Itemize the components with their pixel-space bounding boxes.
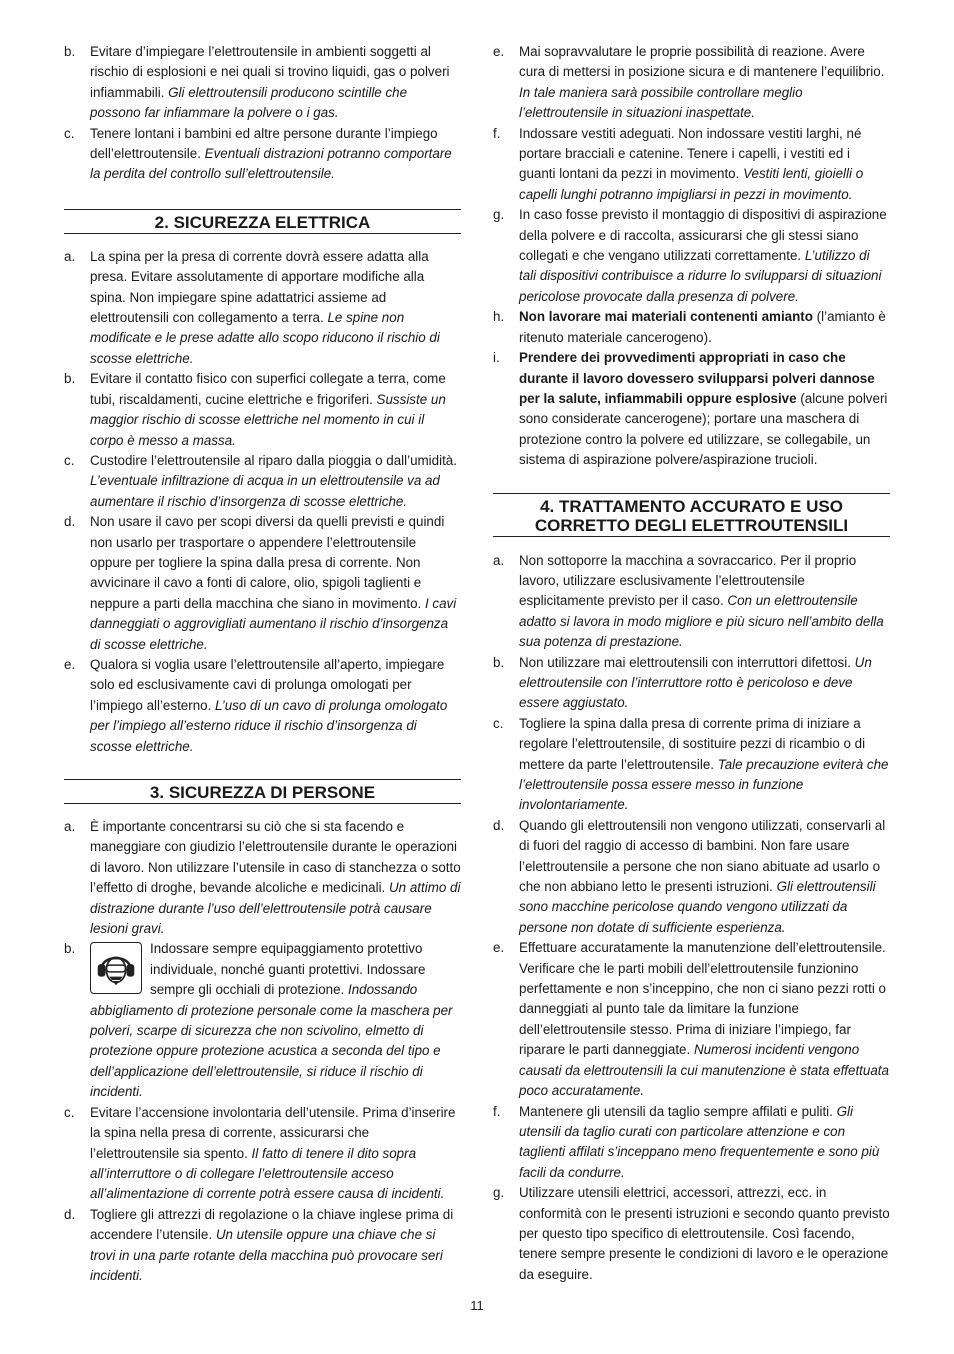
- item-label: d.: [64, 1206, 76, 1222]
- item-italic-text: Il fatto di tenere il dito sopra all’interruttore o di collegare l’elettroutensile acceso all’alimentazione di corrente potrà essere causa di incidenti.: [90, 1145, 445, 1202]
- list-item: [64, 817, 461, 939]
- item-text: È importante concentrarsi su ciò che si sta facendo e maneggiare con giudizio l’elettroutensile durante le operazioni di lavoro. Non utilizzare l’utensile in caso di stanchezza o sotto l’effetto di droghe, bevande alcoliche e medicinali.: [90, 819, 461, 896]
- item-bold-text: Non lavorare mai materiali contenenti amianto: [519, 309, 813, 325]
- item-text: Tenere lontani i bambini ed altre persone durante l’impiego dell’elettroutensile.: [90, 125, 438, 162]
- list-item: [493, 551, 890, 653]
- item-italic-text: In tale maniera sarà possibile controllare meglio l’elettroutensile in situazioni inaspettate.: [519, 84, 803, 121]
- list-item: [493, 307, 890, 348]
- item-text: Custodire l’elettroutensile al riparo dalla pioggia o dall’umidità.: [90, 452, 457, 468]
- item-italic-text: Eventuali distrazioni potranno comportare la perdita del controllo sull’elettroutensile.: [90, 146, 452, 182]
- item-label: e.: [493, 940, 505, 956]
- item-text: Effettuare accuratamente la manutenzione dell’elettroutensile. Verificare che le parti mobili dell’elettroutensile funzionino perfettamente e non s’inceppino, che non ci siano pezzi rotti o danneggiati al punto tale da limitare la funzione dell’elettroutensile stesso. Prima di iniziare l’impiego, far riparare le parti danneggiate.: [519, 940, 886, 1058]
- item-italic-text: Un attimo di distrazione durante l’uso dell’elettroutensile potrà causare lesioni gravi.: [90, 880, 461, 937]
- item-italic-text: L’eventuale infiltrazione di acqua in un elettroutensile va ad aumentare il rischio d’insorgenza di scosse elettriche.: [90, 473, 440, 509]
- personal-safety-list: [64, 817, 461, 1286]
- item-text: Non utilizzare mai elettroutensili con interruttori difettosi.: [519, 654, 855, 670]
- list-item: [493, 653, 890, 714]
- item-text: Indossare sempre equipaggiamento protettivo individuale, nonché guanti protettivi. Indossare sempre gli occhiali di protezione.: [150, 941, 426, 998]
- list-item: [64, 939, 461, 1102]
- list-item: [493, 714, 890, 816]
- electrical-safety-list: [64, 247, 461, 757]
- list-item: [64, 655, 461, 757]
- item-label: i.: [493, 350, 500, 366]
- list-item: [64, 1103, 461, 1205]
- item-italic-text: Gli elettroutensili producono scintille che possono far infiammare la polvere o i gas.: [90, 84, 408, 121]
- item-label: g.: [493, 1185, 505, 1201]
- item-label: h.: [493, 309, 505, 325]
- item-label: g.: [493, 207, 505, 223]
- item-label: e.: [493, 44, 505, 59]
- list-item: [64, 1205, 461, 1287]
- item-label: b.: [64, 371, 76, 387]
- item-italic-text: Le spine non modificate e le prese adatte allo scopo riducono il rischio di scosse elettriche.: [90, 310, 440, 366]
- item-text: Qualora si voglia usare l’elettroutensile all’aperto, impiegare solo ed esclusivamente cavi di prolunga omologati per l’impiego all’esterno.: [90, 656, 445, 713]
- list-item: [64, 369, 461, 451]
- item-label: d.: [493, 817, 505, 833]
- item-label: c.: [64, 452, 75, 468]
- list-item: [64, 124, 461, 185]
- item-label: b.: [64, 44, 76, 59]
- item-italic-text: Tale precauzione eviterà che l’elettroutensile possa essere messo in funzione involontariamente.: [519, 756, 889, 813]
- item-label: b.: [64, 941, 76, 957]
- item-text: Togliere gli attrezzi di regolazione o la chiave inglese prima di accendere l’utensile.: [90, 1206, 454, 1243]
- left-intro-list: [64, 42, 461, 185]
- item-text: Indossare vestiti adeguati. Non indossare vestiti larghi, né portare bracciali e catenine. Tenere i capelli, i vestiti ed i guanti lontani da pezzi in movimento.: [519, 125, 862, 182]
- item-italic-text: Un utensile oppure una chiave che si trovi in una parte rotante della macchina può provocare seri incidenti.: [90, 1227, 443, 1283]
- item-label: a.: [64, 819, 76, 834]
- list-item: [64, 512, 461, 655]
- item-text: Evitare d’impiegare l’elettroutensile in ambienti soggetti al rischio di esplosioni e nei quali si trovino liquidi, gas o polveri infiammabili.: [90, 44, 450, 100]
- item-italic-text: Con un elettroutensile adatto si lavora in modo migliore e più sicuro nell’ambito della sua potenza di prestazione.: [519, 593, 884, 650]
- list-item: [64, 451, 461, 512]
- item-text: La spina per la presa di corrente dovrà essere adatta alla presa. Evitare assolutamente di apportare modifiche alla spina. Non impiegare spine adattatrici assieme ad elettroutensili con collegamento a terra.: [90, 248, 429, 326]
- item-label: c.: [493, 715, 504, 731]
- item-italic-text: Numerosi incidenti vengono causati da elettroutensili la cui manutenzione è stata effettuata poco accuratamente.: [519, 1042, 889, 1099]
- item-italic-text: L’utilizzo di tali dispositivi contribuisce a ridurre lo svilupparsi di situazioni pericolose provocate dalla presenza di polvere.: [519, 248, 882, 304]
- list-item: [493, 1183, 890, 1285]
- item-label: d.: [64, 514, 76, 530]
- list-item: [493, 205, 890, 307]
- item-italic-text: I cavi danneggiati o aggrovigliati aumentano il rischio d’insorgenza di scosse elettriche.: [90, 595, 457, 652]
- list-item: [493, 816, 890, 938]
- item-italic-text: Un elettroutensile con l’interruttore rotto è pericoloso e deve essere aggiustato.: [519, 654, 872, 711]
- item-label: e.: [64, 656, 76, 672]
- list-item: [493, 124, 890, 206]
- item-text: Non usare il cavo per scopi diversi da quelli previsti e quindi non usarlo per trasportare o appendere l’elettroutensile oppure per togliere la spina dalla presa di corrente. Non avvicinare il cavo a fonti di calore, olio, spigoli taglienti e neppure a parti della macchina che siano in movimento.: [90, 514, 445, 611]
- item-text: Evitare l’accensione involontaria dell’utensile. Prima d’inserire la spina nella presa di corrente, assicurarsi che l’elettroutensile sia spento.: [90, 1104, 456, 1161]
- page-number: 11: [470, 1298, 484, 1313]
- item-text: (l’amianto è ritenuto materiale cancerogeno).: [519, 309, 886, 345]
- list-item: [493, 42, 890, 124]
- protective-equipment-icon: [90, 942, 142, 994]
- item-text: Non sottoporre la macchina a sovraccarico. Per il proprio lavoro, utilizzare esclusivamente l’elettroutensile esplicitamente previsto per il caso.: [519, 552, 857, 609]
- item-text: Mai sopravvalutare le proprie possibilità di reazione. Avere cura di mettersi in posizione sicura e di mantenere l’equilibrio.: [519, 44, 885, 80]
- section-heading-tool-care: 4. TRATTAMENTO ACCURATO E USO CORRETTO DEGLI ELETTROUTENSILI: [493, 493, 890, 537]
- item-text: Quando gli elettroutensili non vengono utilizzati, conservarli al di fuori del raggio di accesso di bambini. Non fare usare l’elettroutensile a persone che non siano abituate ad usarlo o che non abbiano letto le presenti istruzioni.: [519, 817, 886, 895]
- item-text: Evitare il contatto fisico con superfici collegate a terra, come tubi, riscaldamenti, cucine elettriche e frigoriferi.: [90, 371, 446, 407]
- item-text: Utilizzare utensili elettrici, accessori, attrezzi, ecc. in conformità con le presenti istruzioni e secondo quanto previsto per questo tipo specifico di elettroutensile. Così facendo, tenere sempre presente le condizioni di lavoro e le operazione da eseguire.: [519, 1185, 890, 1282]
- item-bold-text: Prendere dei provvedimenti appropriati in caso che durante il lavoro dovessero svilupparsi polveri dannose per la salute, infiammabili oppure esplosive: [519, 350, 875, 406]
- item-italic-text: L’uso di un cavo di prolunga omologato per l’impiego all’esterno riduce il rischio d’insorgenza di scosse elettriche.: [90, 697, 448, 754]
- right-column: [493, 42, 890, 1285]
- item-italic-text: Vestiti lenti, gioielli o capelli lunghi potranno impigliarsi in pezzi in movimento.: [519, 166, 864, 202]
- item-label: b.: [493, 654, 505, 670]
- left-column: [64, 42, 461, 1286]
- item-label: f.: [493, 125, 501, 141]
- item-italic-text: Gli elettroutensili sono macchine pericolose quando vengono utilizzati da persone non dotate di sufficiente esperienza.: [519, 879, 876, 935]
- item-label: a.: [64, 248, 76, 264]
- section-heading-personal-safety: 3. SICUREZZA DI PERSONE: [64, 779, 461, 804]
- section-heading-electrical-safety: 2. SICUREZZA ELETTRICA: [64, 209, 461, 234]
- list-item: [64, 247, 461, 369]
- item-label: c.: [64, 1104, 75, 1120]
- item-italic-text: Gli utensili da taglio curati con particolare attenzione e con taglienti affilati s’inceppano meno frequentemente e sono più facili da condurre.: [519, 1103, 880, 1180]
- item-text: Mantenere gli utensili da taglio sempre affilati e puliti.: [519, 1103, 837, 1119]
- item-text: Togliere la spina dalla presa di corrente prima di iniziare a regolare l’elettroutensile, di sostituire pezzi di ricambio o di mettere da parte l’elettroutensile.: [519, 715, 866, 772]
- tool-care-list: [493, 551, 890, 1286]
- list-item: [493, 938, 890, 1101]
- item-label: c.: [64, 125, 75, 141]
- item-italic-text: Indossando abbigliamento di protezione personale come la maschera per polveri, scarpe di sicurezza che non scivolino, elmetto di protezione oppure protezione acustica a seconda del tipo e dell’applicazione dell’elettroutensile, si riduce il rischio di incidenti.: [90, 982, 453, 1100]
- item-label: a.: [493, 552, 505, 568]
- item-text: In caso fosse previsto il montaggio di dispositivi di aspirazione della polvere e di raccolta, assicurarsi che gli stessi siano collegati e che vengano utilizzati correttamente.: [519, 207, 887, 264]
- list-item: [64, 42, 461, 124]
- right-intro-list: [493, 42, 890, 471]
- item-text: (alcune polveri sono considerate cancerogene); portare una maschera di protezione contro la polvere ed utilizzare, se collegabile, un sistema di aspirazione polvere/aspirazione trucioli.: [519, 390, 888, 468]
- list-item: [493, 1102, 890, 1184]
- list-item: [493, 348, 890, 470]
- item-label: f.: [493, 1103, 501, 1119]
- item-italic-text: Sussiste un maggior rischio di scosse elettriche nel momento in cui il corpo è messo a massa.: [90, 391, 446, 448]
